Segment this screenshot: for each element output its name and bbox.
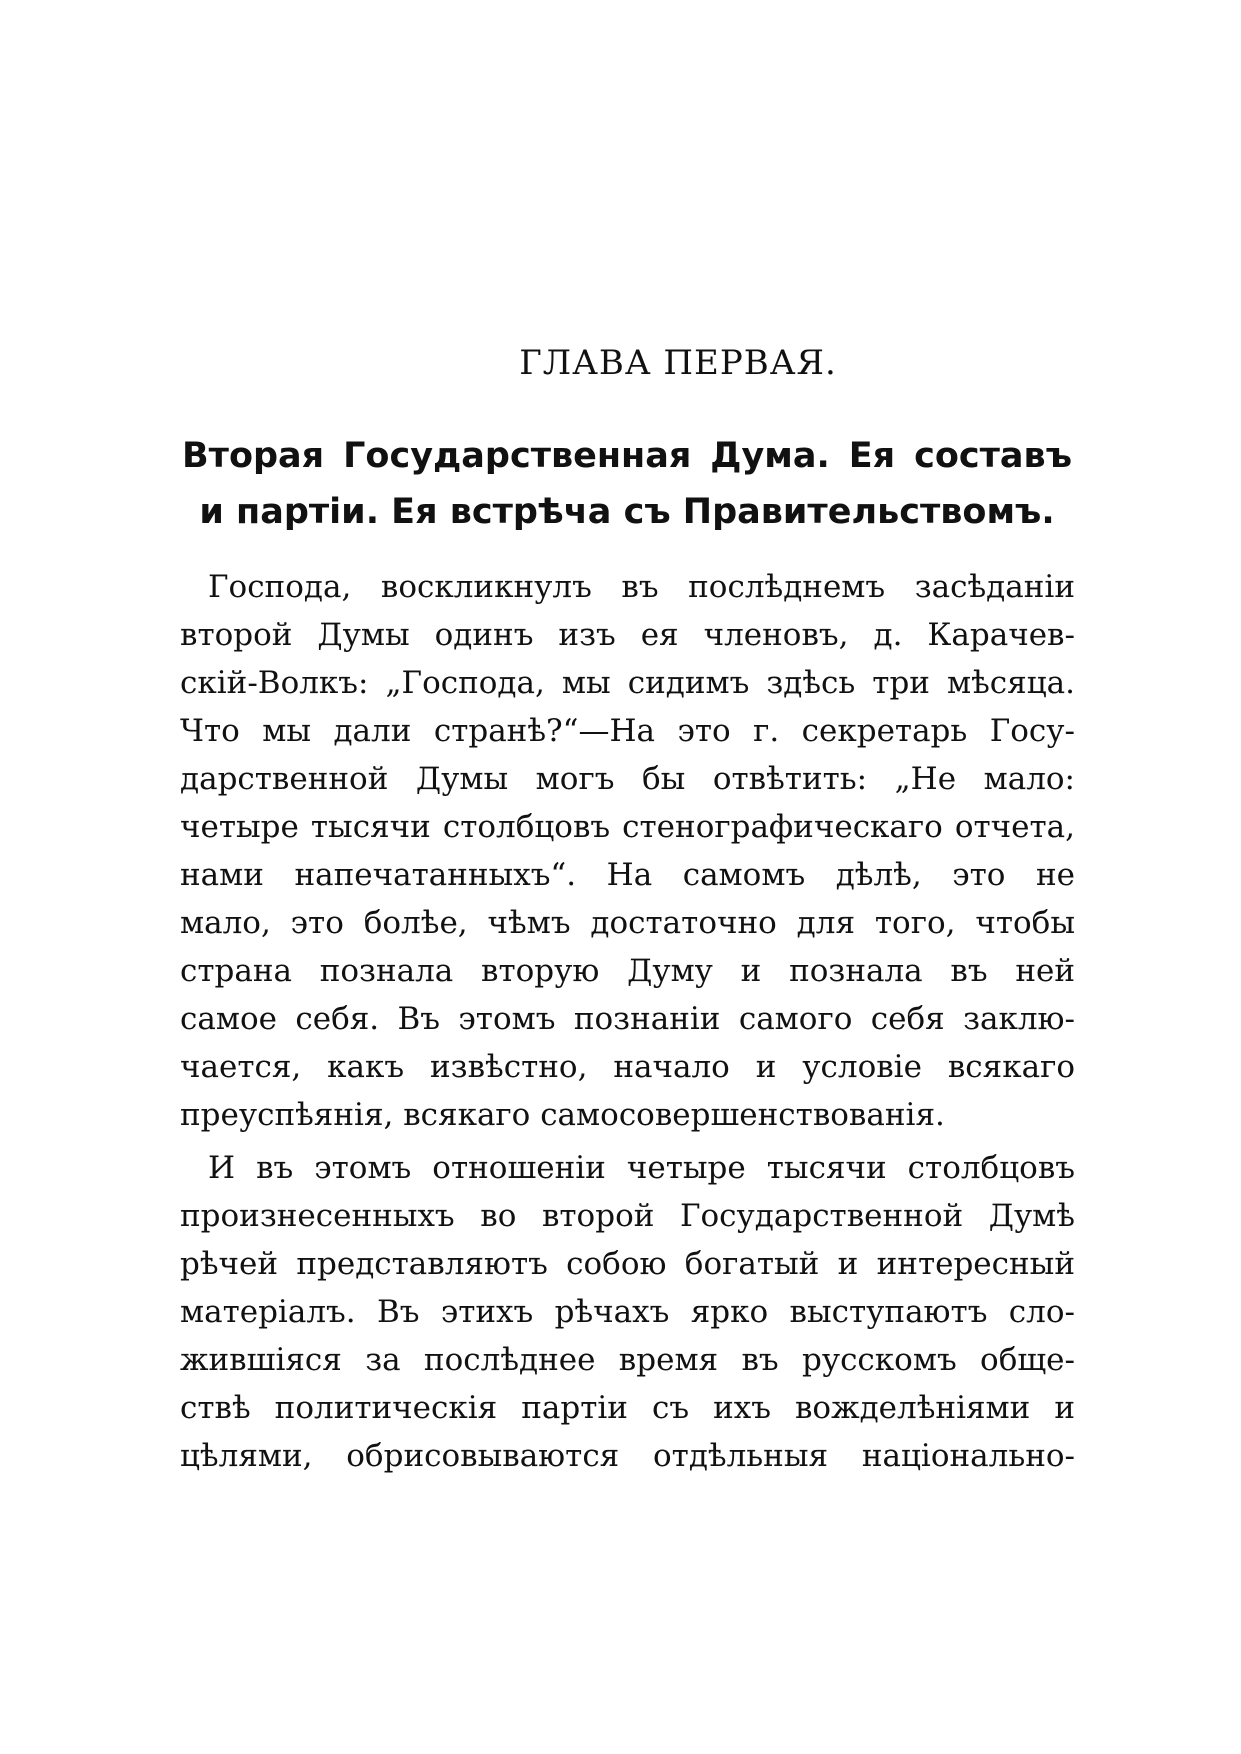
text-line: самое себя. Въ этомъ познаніи самого себя заклю- [180, 1001, 1075, 1037]
text-line: жившіяся за послѣднее время въ русскомъ обще- [180, 1342, 1075, 1378]
chapter-title [182, 428, 1072, 540]
text-line: рѣчей представляютъ собою богатый и интересный [180, 1246, 1075, 1282]
text-line: скій-Волкъ: „Господа, мы сидимъ здѣсь три мѣсяца. [180, 665, 1075, 701]
text-line: чается, какъ извѣстно, начало и условіе всякаго [180, 1049, 1075, 1085]
text-line: матеріалъ. Въ этихъ рѣчахъ ярко выступаютъ сло- [180, 1294, 1075, 1330]
text-line: нами напечатанныхъ“. На самомъ дѣлѣ, это не [180, 857, 1075, 893]
chapter-title-line: Вторая Государственная Дума. Ея составъ [182, 436, 1072, 476]
text-line: И въ этомъ отношеніи четыре тысячи столбцовъ [208, 1150, 1075, 1186]
text-line: мало, это болѣе, чѣмъ достаточно для того, чтобы [180, 905, 1075, 941]
paragraph-1 [180, 563, 1075, 1139]
text-line: цѣлями, обрисовываются отдѣльныя національно- [180, 1438, 1075, 1474]
text-line: преуспѣянія, всякаго самосовершенствованія. [180, 1097, 945, 1133]
chapter-title-line: и партіи. Ея встрѣча съ Правительствомъ. [199, 492, 1055, 532]
text-line: второй Думы одинъ изъ ея членовъ, д. Карачев- [180, 617, 1075, 653]
text-line: Что мы дали странѣ?“—На это г. секретарь Госу- [180, 713, 1075, 749]
text-line: Господа, воскликнулъ въ послѣднемъ засѣданіи [208, 569, 1075, 605]
paragraph-2 [180, 1144, 1075, 1480]
text-line: четыре тысячи столбцовъ стенографическаго отчета, [180, 809, 1075, 845]
text-line: дарственной Думы могъ бы отвѣтить: „Не мало: [180, 761, 1075, 797]
text-line: ствѣ политическія партіи съ ихъ вожделѣніями и [180, 1390, 1075, 1426]
body-text [180, 563, 1075, 1480]
chapter-heading: ГЛАВА ПЕРВАЯ. [519, 343, 837, 383]
text-line: произнесенныхъ во второй Государственной Думѣ [180, 1198, 1075, 1234]
text-line: страна познала вторую Думу и познала въ ней [180, 953, 1075, 989]
